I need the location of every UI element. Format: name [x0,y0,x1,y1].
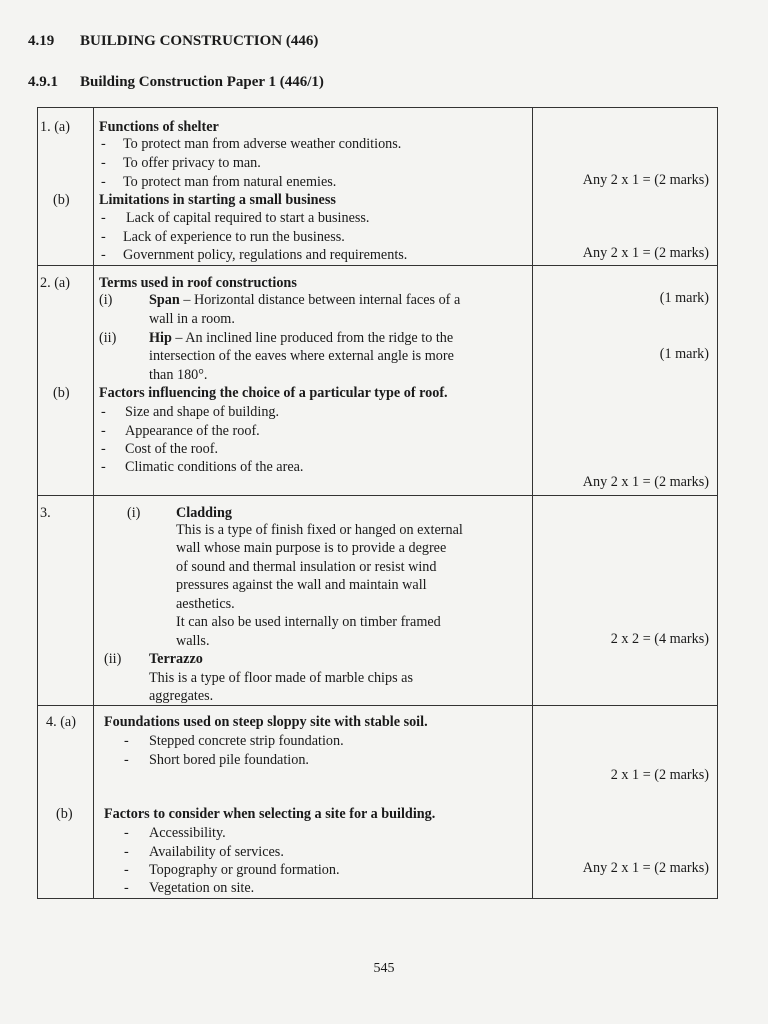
answer-item: Short bored pile foundation. [149,752,309,768]
term-definition [149,329,453,347]
question-number: 1. (a) [40,119,70,135]
bullet: - [101,423,106,439]
term: Span [149,292,180,308]
marks-allocation: Any 2 x 1 = (2 marks) [582,245,709,261]
bullet: - [101,174,106,190]
answer-heading: Terrazzo [149,651,203,667]
answer-text: This is a type of floor made of marble chips as [149,670,413,686]
answer-text: pressures against the wall and maintain wall [176,577,427,593]
sub-item-label: (ii) [104,651,122,667]
answer-item: Accessibility. [149,825,226,841]
answer-heading: Limitations in starting a small business [99,192,336,208]
answer-heading: Cladding [176,505,232,521]
definition-continued: intersection of the eaves where external angle is more [149,348,454,364]
bullet: - [124,844,129,860]
row-divider [38,705,717,706]
answer-item: Lack of capital required to start a business. [126,210,370,226]
answer-heading: Factors to consider when selecting a site for a building. [104,806,436,822]
subsection-heading [28,73,324,91]
term-definition [149,291,460,309]
column-divider-number [93,108,94,898]
answer-text: This is a type of finish fixed or hanged on external [176,522,463,538]
sub-item-label: (ii) [99,330,117,346]
bullet: - [124,733,129,749]
answer-item: Size and shape of building. [125,404,280,420]
sub-item-label: (i) [127,505,141,521]
bullet: - [101,459,106,475]
bullet: - [101,136,106,152]
question-number: 4. (a) [46,714,76,730]
subsection-number: 4.9.1 [28,74,58,90]
marking-scheme-table [37,107,718,899]
marks-allocation: Any 2 x 1 = (2 marks) [582,860,709,876]
marks-allocation: (1 mark) [659,290,709,306]
sub-question-label: (b) [53,192,70,208]
bullet: - [101,210,106,226]
answer-heading: Factors influencing the choice of a particular type of roof. [99,385,448,401]
answer-heading: Terms used in roof constructions [99,275,297,291]
answer-item: Stepped concrete strip foundation. [149,733,344,749]
answer-item: Lack of experience to run the business. [123,229,345,245]
bullet: - [101,155,106,171]
bullet: - [101,404,106,420]
marks-allocation: Any 2 x 1 = (2 marks) [582,474,709,490]
answer-text: aesthetics. [176,596,235,612]
bullet: - [124,752,129,768]
bullet: - [101,441,106,457]
marks-allocation: 2 x 1 = (2 marks) [610,767,709,783]
bullet: - [124,880,129,896]
section-number: 4.19 [28,33,55,49]
answer-item: Vegetation on site. [149,880,255,896]
answer-text: aggregates. [149,688,214,704]
definition: – An inclined line produced from the ridge to the [171,330,454,346]
sub-item-label: (i) [99,292,113,308]
answer-item: Cost of the roof. [125,441,218,457]
definition-continued: than 180°. [149,367,208,383]
answer-heading: Functions of shelter [99,119,219,135]
bullet: - [101,229,106,245]
page-number: 545 [373,961,395,976]
answer-item: Government policy, regulations and requirements. [123,247,408,263]
answer-item: Availability of services. [149,844,284,860]
marks-allocation: 2 x 2 = (4 marks) [610,631,709,647]
answer-text: It can also be used internally on timber framed [176,614,441,630]
bullet: - [124,825,129,841]
sub-question-label: (b) [56,806,73,822]
bullet: - [124,862,129,878]
answer-text: of sound and thermal insulation or resist wind [176,559,437,575]
answer-item: To offer privacy to man. [123,155,261,171]
answer-item: Appearance of the roof. [125,423,260,439]
marks-allocation: (1 mark) [659,346,709,362]
section-title: BUILDING CONSTRUCTION (446) [80,33,319,49]
answer-heading: Foundations used on steep sloppy site with stable soil. [104,714,428,730]
section-heading [28,32,318,50]
question-number: 3. [40,505,51,521]
answer-item: Climatic conditions of the area. [125,459,304,475]
term: Hip [149,330,172,346]
sub-question-label: (b) [53,385,70,401]
marks-allocation: Any 2 x 1 = (2 marks) [582,172,709,188]
answer-item: Topography or ground formation. [149,862,340,878]
bullet: - [101,247,106,263]
answer-text: walls. [176,633,210,649]
question-number: 2. (a) [40,275,70,291]
row-divider [38,495,717,496]
definition-continued: wall in a room. [149,311,235,327]
answer-item: To protect man from adverse weather conditions. [123,136,402,152]
answer-text: wall whose main purpose is to provide a degree [176,540,447,556]
answer-item: To protect man from natural enemies. [123,174,337,190]
row-divider [38,265,717,266]
definition: – Horizontal distance between internal faces of a [179,292,461,308]
subsection-title: Building Construction Paper 1 (446/1) [80,74,324,90]
